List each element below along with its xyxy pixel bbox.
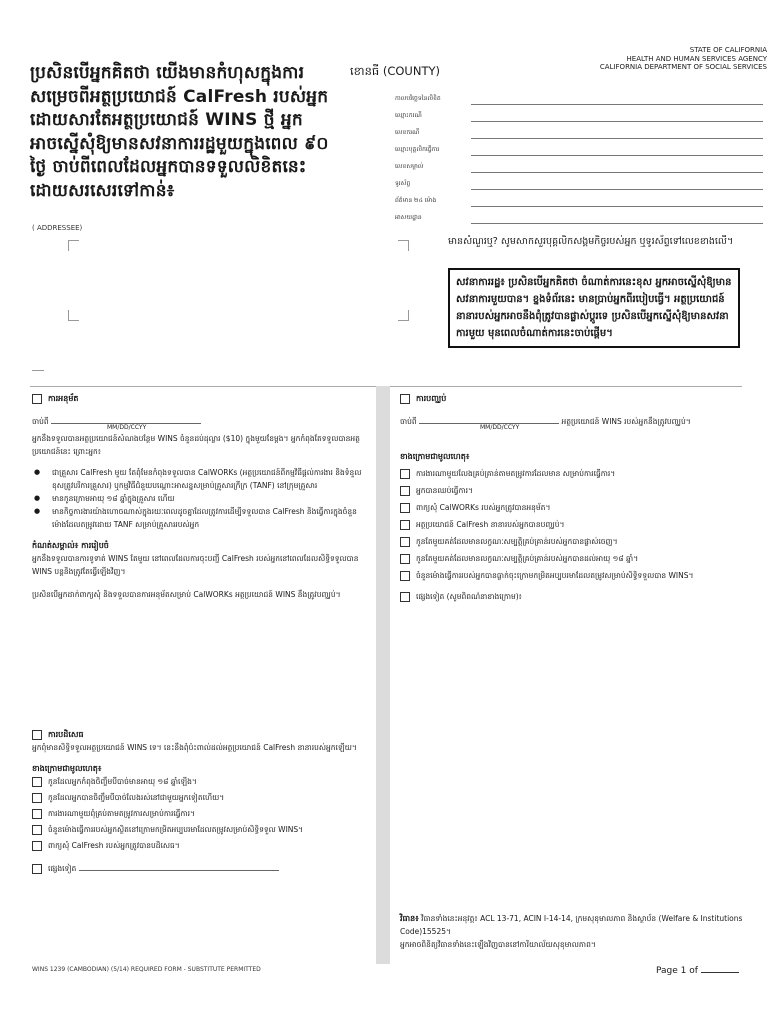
worker-name-field[interactable] — [395, 144, 763, 158]
form-number: WINS 1239 (CAMBODIAN) (5/14) REQUIRED FORM - SUBSTITUTE PERMITTED — [32, 966, 261, 973]
field-line — [471, 172, 763, 173]
agency-line: STATE OF CALIFORNIA — [689, 46, 767, 54]
reason-text: ចំនួនម៉ោងធ្វើការរបស់អ្នកបានធ្លាក់ចុះក្រោមកម្រិតអប្បបរមាដែលតម្រូវសម្រាប់សិទ្ធិទទួលបាន WINS។ — [416, 571, 694, 580]
window-corner — [398, 310, 409, 321]
field-line — [471, 104, 763, 105]
date-field[interactable] — [419, 415, 559, 424]
address-field[interactable] — [395, 212, 763, 226]
field-line — [471, 155, 763, 156]
window-corner — [68, 240, 79, 251]
field-label: លេខករណី — [395, 129, 420, 136]
reason-text: កូនតែមួយគត់ដែលមានលក្ខណៈសម្បត្តិគ្រប់គ្រាន់របស់អ្នកបានផ្លាស់ចេញ។ — [416, 537, 618, 546]
divider — [32, 370, 44, 371]
reason-checkbox[interactable] — [32, 793, 42, 803]
reason-text: អត្ថប្រយោជន៍ CalFresh នានារបស់អ្នកបានបញ្ឈប់។ — [416, 520, 565, 529]
section-heading: ការបញ្ឈប់ — [416, 394, 447, 403]
denial-checkbox[interactable] — [32, 730, 42, 740]
questions-text: មានសំណួរឬ? សូមសាកសួរបុគ្គលិកសង្គមកិច្ចរបស់អ្នក ឬទូរស័ព្ទទៅលេខខាងលើ។ — [448, 236, 734, 247]
discontinue-section — [400, 392, 740, 603]
list-item: ● មានកិច្ចការងារយ៉ាងហោចណាស់ក្នុងរយៈពេលដូចគ្នាដែលត្រូវការដើម្បីទទួលបាន CalFresh និងធ្វើការក្នុងចំនួនម៉ោងដែលតម្រូវដោយ TANF សម្រាប់គ្រួសាររបស់អ្នក — [32, 505, 370, 531]
rules-section — [400, 912, 745, 951]
page-label: Page 1 of — [656, 966, 698, 976]
field-label: កាលបរិច្ឆេទនៃលិខិត — [395, 95, 441, 102]
list-item: ● ជាគ្រួសារ CalFresh មួយ តែពុំមែនកំពុងទទួលបាន CalWORKs (អត្ថប្រយោជន៍ពីកម្មវិធីផ្តល់ការងារ និងទំនួលខុសត្រូវបរិការគ្រួសារ) ឬកម្មវិធីជំនួយបណ្តោះអាសន្នសម្រាប់គ្រួសារក្រីក្រ (TANF) នៅក្រុមគ្រួសារ — [32, 466, 370, 492]
rules-text: វិធានទាំងនេះអនុវត្ត៖ ACL 13-71, ACIN I-14-14, ក្រមសុខុមាលភាព និងស្ថាប័ន (Welfare & Institutions Code)15525។ — [400, 914, 743, 936]
reason-checkbox[interactable] — [32, 841, 42, 851]
reason-text: កូនតែមួយគត់ដែលមានលក្ខណៈសម្បត្តិគ្រប់គ្រាន់របស់អ្នកបានដល់អាយុ ១៨ ឆ្នាំ។ — [416, 554, 639, 563]
field-line — [471, 138, 763, 139]
case-number-field[interactable] — [395, 127, 763, 141]
reason-checkbox[interactable] — [400, 503, 410, 513]
since-label: ចាប់ពី — [400, 417, 417, 426]
field-line — [471, 189, 763, 190]
date-hint: MM/DD/CCYY — [107, 424, 147, 431]
reason-checkbox[interactable] — [400, 537, 410, 547]
field-label: លេខសម្គាល់ — [395, 163, 424, 170]
calworks-text: ប្រសិនបើអ្នកដាក់ពាក្យសុំ និងទទួលបានការអនុម័តសម្រាប់ CalWORKs អត្ថប្រយោជន៍ WINS នឹងត្រូវបញ្ឈប់។ — [32, 590, 341, 599]
agency-block — [510, 46, 767, 72]
reason-checkbox[interactable] — [400, 469, 410, 479]
reason-checkbox[interactable] — [400, 520, 410, 530]
rules-more-text: អ្នកអាចពិនិត្យវិធានទាំងនេះឡើងវិញបាននៅការិយាល័យសុខុមាលភាព។ — [400, 940, 596, 949]
denial-section — [32, 728, 370, 875]
reason-checkbox[interactable] — [400, 486, 410, 496]
date-field[interactable] — [51, 415, 201, 424]
field-label: អាសយដ្ឋាន — [395, 214, 422, 221]
other-field[interactable] — [79, 862, 279, 871]
worker-id-field[interactable] — [395, 161, 763, 175]
reason-checkbox[interactable] — [32, 777, 42, 787]
other-checkbox[interactable] — [400, 592, 410, 602]
reason-text: កូនដែលអ្នកបានចិញ្ចឹមបីបាច់លែងរស់នៅជាមួយអ្នកទៀតហើយ។ — [48, 793, 225, 802]
addressee-label: ( ADDRESSEE) — [32, 224, 83, 232]
rules-label: វិធាន៖ — [400, 914, 419, 923]
reason-text: ពាក្យសុំ CalFresh របស់អ្នកត្រូវបានបដិសេធ។ — [48, 841, 180, 850]
case-name-field[interactable] — [395, 110, 763, 124]
approval-text: អ្នកនឹងទទួលបានអត្ថប្រយោជន៍សំណងបន្ថែម WINS ចំនួនដប់ដុល្លារ ($10) ក្នុងមួយខែម្តង។ អ្នកកំពុងតែទទួលបានអត្ថប្រយោជន៍នេះ ព្រោះអ្នក៖ — [32, 434, 360, 456]
hearing-notice-box: សវនាការរដ្ឋ៖ ប្រសិនបើអ្នកគិតថា ចំណាត់ការនេះខុស អ្នកអាចស្នើសុំឱ្យមានសវនាការមួយបាន។ ខ្នងទំព័រនេះ មានប្រាប់អ្នកពីរបៀបធ្វើ។ អត្ថប្រយោជន៍នានារបស់អ្នកអាចនឹងពុំត្រូវបានផ្លាស់ប្តូរទេ ប្រសិនបើអ្នកស្នើសុំឱ្យមានសវនាការមួយ មុនពេលចំណាត់ការនេះចាប់ផ្តើម។ — [448, 268, 740, 348]
note-heading: កំណត់សម្គាល់៖ ការរៀបចំ — [32, 541, 109, 550]
agency-line: CALIFORNIA DEPARTMENT OF SOCIAL SERVICES — [599, 63, 767, 71]
reason-text: ចំនួនម៉ោងធ្វើការរបស់អ្នកស្ថិតនៅក្រោមកម្រិតអប្បបរមាដែលតម្រូវសម្រាប់សិទ្ធិទទួល WINS។ — [48, 825, 304, 834]
discontinue-text: អត្ថប្រយោជន៍ WINS របស់អ្នកនឹងត្រូវបញ្ឈប់។ — [561, 417, 691, 426]
page-number — [656, 966, 739, 976]
reason-text: អ្នកបានឈប់ធ្វើការ។ — [416, 486, 473, 495]
reason-text: ការងារណាមួយលែងគ្រប់គ្រាន់តាមតម្រូវការដែលមាន សម្រាប់ការធ្វើការ។ — [416, 469, 616, 478]
reason-checkbox[interactable] — [32, 825, 42, 835]
page-total-field[interactable] — [701, 972, 739, 973]
field-label: ឈ្មោះករណី — [395, 112, 422, 119]
reason-checkbox[interactable] — [32, 809, 42, 819]
section-heading: ការអនុម័ត — [48, 394, 79, 403]
reasons-heading: ខាងក្រោមជាមូលហេតុ៖ — [32, 764, 102, 773]
list-item: ● មានកូនក្រោមអាយុ ១៨ ឆ្នាំក្នុងគ្រួសារ ហើយ — [32, 492, 370, 505]
reason-text: ការងារណាមួយពុំគ្រប់តាមតម្រូវការសម្រាប់ការធ្វើការ។ — [48, 809, 195, 818]
column-divider — [376, 386, 390, 964]
reason-text: ពាក្យសុំ CalWORKs របស់អ្នកត្រូវបានអនុម័ត។ — [416, 503, 551, 512]
approval-checkbox[interactable] — [32, 394, 42, 404]
county-label: ខោនធី (COUNTY) — [350, 64, 440, 78]
note-text: អ្នកនឹងទទួលបានការទូទាត់ WINS តែមួយ នៅពេលដែលការចុះបញ្ជី CalFresh របស់អ្នកនៅពេលដែលសិទ្ធិទទួលបាន WINS បន្តនិងត្រូវតែធ្វើឡើងវិញ។ — [32, 554, 359, 576]
window-corner — [68, 310, 79, 321]
field-label: ឈ្មោះបុគ្គលិកធ្វើការ — [395, 146, 440, 153]
field-line — [471, 121, 763, 122]
discontinue-checkbox[interactable] — [400, 394, 410, 404]
other-text: ផ្សេងទៀត — [48, 864, 77, 873]
denial-text: អ្នកពុំមានសិទ្ធិទទួលអត្ថប្រយោជន៍ WINS ទេ។ នេះនឹងពុំប៉ះពាល់ដល់អត្ថប្រយោជន៍ CalFresh នានារបស់អ្នកឡើយ។ — [32, 743, 357, 752]
reasons-heading: ខាងក្រោមជាមូលហេតុ៖ — [400, 452, 470, 461]
since-label: ចាប់ពី — [32, 417, 49, 426]
date-hint: MM/DD/CCYY — [480, 424, 520, 431]
window-corner — [398, 240, 409, 251]
section-heading: ការបដិសេធ — [48, 730, 84, 739]
other-checkbox[interactable] — [32, 864, 42, 874]
field-label: ទូរស័ព្ទ — [395, 180, 411, 187]
field-line — [471, 206, 763, 207]
reason-checkbox[interactable] — [400, 571, 410, 581]
agency-line: HEALTH AND HUMAN SERVICES AGENCY — [626, 54, 767, 63]
other-text: ផ្សេងទៀត (សូមពិពណ៌នាខាងក្រោម)៖ — [416, 592, 522, 601]
letter-date-field[interactable] — [395, 93, 763, 107]
field-label: ព័ត៌មាន ២៤ ម៉ោង — [395, 197, 437, 204]
phone-field[interactable] — [395, 178, 763, 192]
reason-text: កូនដែលអ្នកកំពុងចិញ្ចឹមបីបាច់មានអាយុ ១៨ ឆ្នាំឡើង។ — [48, 777, 197, 786]
page-title: ប្រសិនបើអ្នកគិតថា យើងមានកំហុសក្នុងការសម្រេចពីអត្ថប្រយោជន៍ CalFresh របស់អ្នក ដោយសារតែអត្ថប្រយោជន៍ WINS ថ្មី អ្នកអាចស្នើសុំឱ្យមានសវនាការរដ្ឋមួយក្នុងពេល ៩០ ថ្ងៃ ចាប់ពីពេលដែលអ្នកបានទទួលលិខិតនេះ ដោយសរសេរទៅកាន់៖ — [30, 63, 329, 201]
reason-checkbox[interactable] — [400, 554, 410, 564]
approval-section — [32, 392, 370, 601]
info-24hr-field[interactable] — [395, 195, 763, 209]
field-line — [471, 223, 763, 224]
